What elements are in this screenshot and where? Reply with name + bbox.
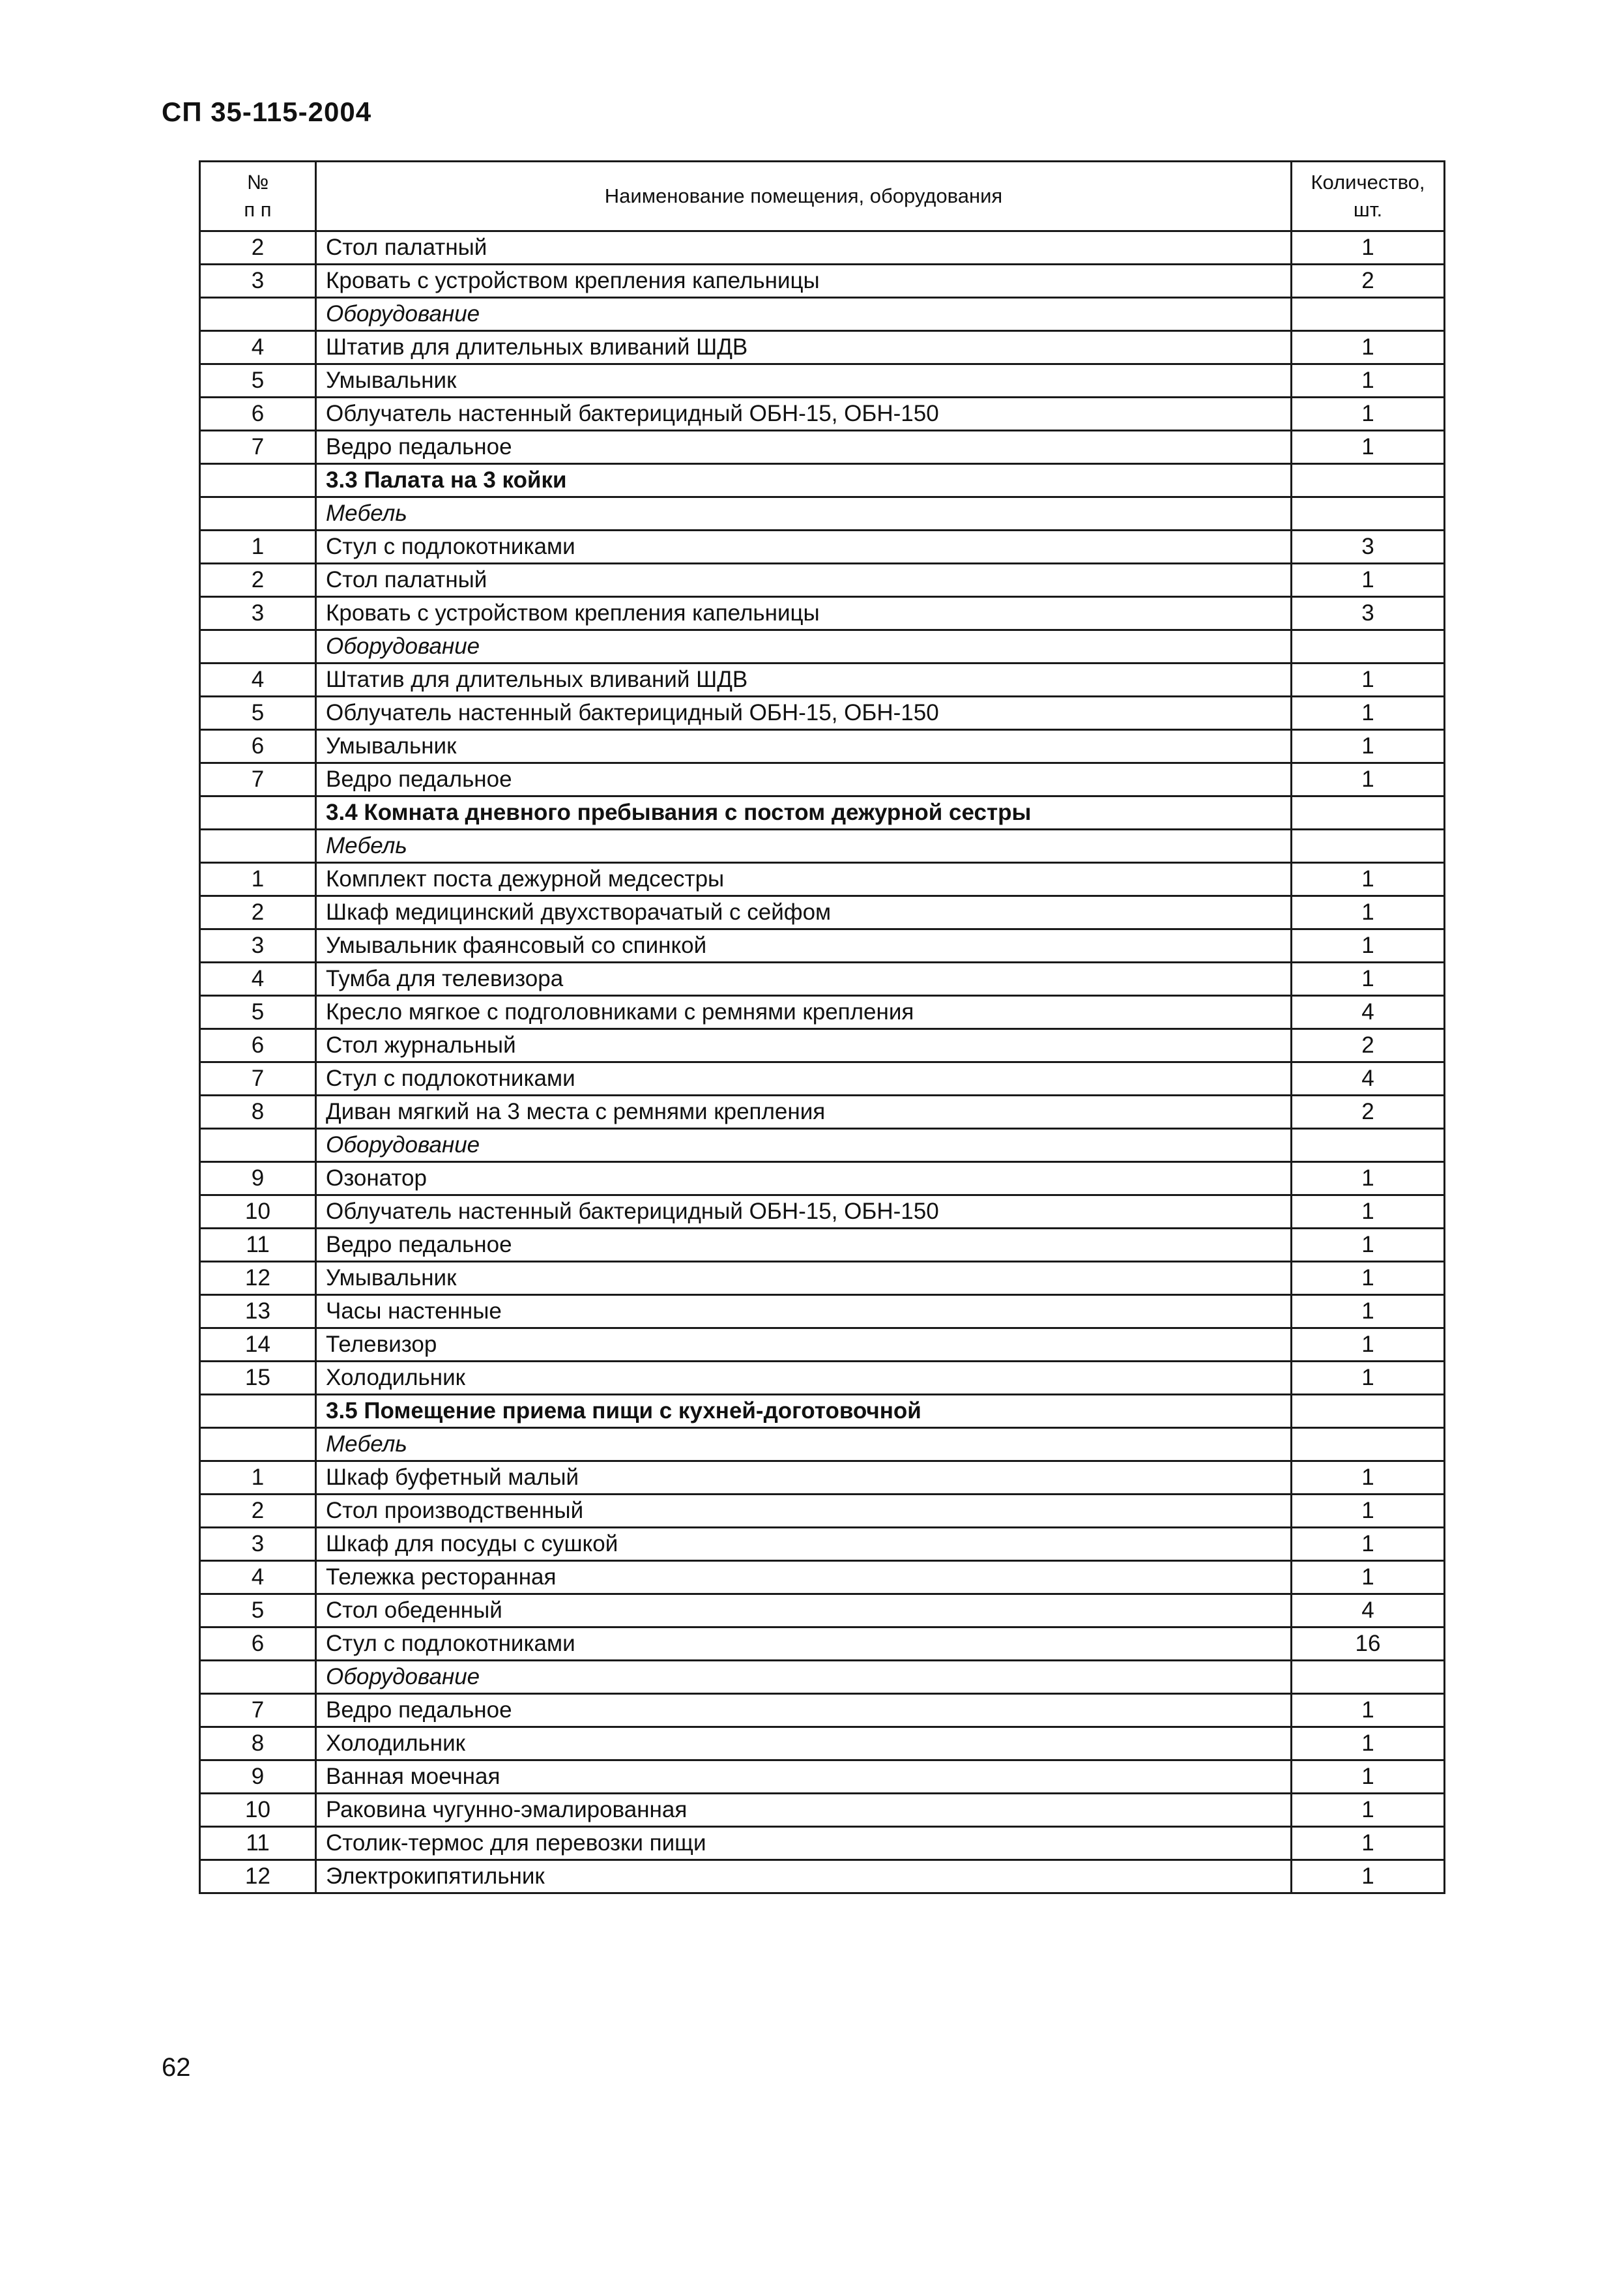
row-number: 8 — [200, 1727, 316, 1760]
item-quantity: 1 — [1292, 1827, 1445, 1860]
item-quantity — [1292, 464, 1445, 497]
table-row — [200, 730, 1445, 763]
row-number: 7 — [200, 1062, 316, 1096]
row-number — [200, 298, 316, 331]
item-name: Ведро педальное — [316, 1694, 1292, 1727]
item-quantity: 1 — [1292, 664, 1445, 697]
row-number: 14 — [200, 1328, 316, 1362]
item-name: Ведро педальное — [316, 431, 1292, 464]
row-number: 2 — [200, 1495, 316, 1528]
row-number — [200, 796, 316, 830]
table-row — [200, 1328, 1445, 1362]
item-name: Умывальник фаянсовый со спинкой — [316, 929, 1292, 963]
table-row — [200, 1162, 1445, 1195]
row-number: 12 — [200, 1860, 316, 1893]
item-quantity: 1 — [1292, 1262, 1445, 1295]
item-name: Столик-термос для перевозки пищи — [316, 1827, 1292, 1860]
item-name: Холодильник — [316, 1362, 1292, 1395]
item-quantity: 2 — [1292, 1096, 1445, 1129]
group-row — [200, 1661, 1445, 1694]
row-number: 9 — [200, 1162, 316, 1195]
item-quantity: 1 — [1292, 763, 1445, 796]
table-row — [200, 364, 1445, 398]
row-number — [200, 1661, 316, 1694]
row-number: 6 — [200, 730, 316, 763]
table-row — [200, 1362, 1445, 1395]
item-name: Кровать с устройством крепления капельницы — [316, 265, 1292, 298]
table-row — [200, 1062, 1445, 1096]
table-row — [200, 564, 1445, 597]
item-quantity — [1292, 796, 1445, 830]
item-quantity: 1 — [1292, 896, 1445, 929]
table-row — [200, 331, 1445, 364]
section-row — [200, 1395, 1445, 1428]
table-row — [200, 1727, 1445, 1760]
row-number: 15 — [200, 1362, 316, 1395]
group-row — [200, 298, 1445, 331]
row-number: 4 — [200, 1561, 316, 1594]
item-quantity — [1292, 1428, 1445, 1461]
item-quantity: 1 — [1292, 963, 1445, 996]
item-quantity: 1 — [1292, 1760, 1445, 1794]
row-number: 1 — [200, 863, 316, 896]
table-row — [200, 231, 1445, 265]
item-quantity: 1 — [1292, 929, 1445, 963]
table-row — [200, 431, 1445, 464]
item-quantity: 3 — [1292, 531, 1445, 564]
header-name: Наименование помещения, оборудования — [316, 162, 1292, 231]
table-row — [200, 1528, 1445, 1561]
table-row — [200, 1860, 1445, 1893]
document-code: СП 35-115-2004 — [162, 96, 372, 127]
item-name: Шкаф медицинский двухстворачатый с сейфом — [316, 896, 1292, 929]
item-name: Холодильник — [316, 1727, 1292, 1760]
row-number: 3 — [200, 1528, 316, 1561]
item-quantity — [1292, 630, 1445, 664]
item-name: Тележка ресторанная — [316, 1561, 1292, 1594]
table-row — [200, 1495, 1445, 1528]
table-row — [200, 1195, 1445, 1229]
item-quantity: 1 — [1292, 1794, 1445, 1827]
table-row — [200, 597, 1445, 630]
item-name: Стул с подлокотниками — [316, 1062, 1292, 1096]
item-quantity: 1 — [1292, 1694, 1445, 1727]
item-quantity — [1292, 298, 1445, 331]
table-row — [200, 1229, 1445, 1262]
item-quantity: 1 — [1292, 1362, 1445, 1395]
table-row — [200, 1627, 1445, 1661]
row-number: 6 — [200, 1029, 316, 1062]
item-quantity: 1 — [1292, 398, 1445, 431]
group-title: Оборудование — [316, 1129, 1292, 1162]
group-title: Оборудование — [316, 630, 1292, 664]
table-row — [200, 963, 1445, 996]
row-number — [200, 1129, 316, 1162]
row-number: 1 — [200, 531, 316, 564]
page-number: 62 — [162, 2053, 191, 2082]
row-number: 5 — [200, 1594, 316, 1627]
table-row — [200, 1694, 1445, 1727]
item-quantity: 1 — [1292, 1328, 1445, 1362]
item-quantity: 4 — [1292, 996, 1445, 1029]
item-name: Телевизор — [316, 1328, 1292, 1362]
row-number: 2 — [200, 896, 316, 929]
item-name: Умывальник — [316, 730, 1292, 763]
row-number — [200, 630, 316, 664]
item-quantity: 1 — [1292, 331, 1445, 364]
group-row — [200, 1129, 1445, 1162]
table-row — [200, 664, 1445, 697]
row-number: 3 — [200, 597, 316, 630]
item-name: Комплект поста дежурной медсестры — [316, 863, 1292, 896]
group-row — [200, 630, 1445, 664]
item-name: Шкаф буфетный малый — [316, 1461, 1292, 1495]
item-quantity — [1292, 1129, 1445, 1162]
row-number: 7 — [200, 1694, 316, 1727]
item-name: Тумба для телевизора — [316, 963, 1292, 996]
item-name: Облучатель настенный бактерицидный ОБН-15, ОБН-150 — [316, 1195, 1292, 1229]
table-row — [200, 1760, 1445, 1794]
section-row — [200, 464, 1445, 497]
table-row — [200, 1029, 1445, 1062]
row-number: 2 — [200, 231, 316, 265]
item-quantity: 1 — [1292, 564, 1445, 597]
item-quantity: 1 — [1292, 431, 1445, 464]
item-name: Облучатель настенный бактерицидный ОБН-15, ОБН-150 — [316, 697, 1292, 730]
row-number: 12 — [200, 1262, 316, 1295]
row-number: 3 — [200, 929, 316, 963]
item-quantity: 1 — [1292, 1461, 1445, 1495]
item-quantity: 3 — [1292, 597, 1445, 630]
section-title: 3.4 Комната дневного пребывания с постом дежурной сестры — [316, 796, 1292, 830]
item-name: Стол производственный — [316, 1495, 1292, 1528]
item-name: Облучатель настенный бактерицидный ОБН-15, ОБН-150 — [316, 398, 1292, 431]
row-number: 10 — [200, 1195, 316, 1229]
table-row — [200, 996, 1445, 1029]
table-header — [200, 162, 1445, 231]
item-name: Стол обеденный — [316, 1594, 1292, 1627]
header-quantity: Количество, шт. — [1292, 162, 1445, 231]
row-number — [200, 1395, 316, 1428]
section-title: 3.5 Помещение приема пищи с кухней-доготовочной — [316, 1395, 1292, 1428]
row-number: 1 — [200, 1461, 316, 1495]
row-number: 5 — [200, 996, 316, 1029]
item-name: Озонатор — [316, 1162, 1292, 1195]
row-number: 10 — [200, 1794, 316, 1827]
item-quantity: 4 — [1292, 1594, 1445, 1627]
table-row — [200, 863, 1445, 896]
table-row — [200, 531, 1445, 564]
row-number: 7 — [200, 763, 316, 796]
item-quantity: 2 — [1292, 1029, 1445, 1062]
table-row — [200, 1827, 1445, 1860]
item-name: Стол журнальный — [316, 1029, 1292, 1062]
section-title: 3.3 Палата на 3 койки — [316, 464, 1292, 497]
group-row — [200, 830, 1445, 863]
row-number: 11 — [200, 1229, 316, 1262]
item-quantity: 1 — [1292, 1162, 1445, 1195]
item-name: Кровать с устройством крепления капельницы — [316, 597, 1292, 630]
row-number: 6 — [200, 398, 316, 431]
table-body — [200, 231, 1445, 1893]
row-number: 4 — [200, 963, 316, 996]
table-row — [200, 896, 1445, 929]
item-quantity: 1 — [1292, 1561, 1445, 1594]
row-number — [200, 830, 316, 863]
row-number — [200, 1428, 316, 1461]
item-quantity: 16 — [1292, 1627, 1445, 1661]
item-name: Ванная моечная — [316, 1760, 1292, 1794]
item-name: Раковина чугунно-эмалированная — [316, 1794, 1292, 1827]
item-quantity: 1 — [1292, 1727, 1445, 1760]
group-title: Мебель — [316, 1428, 1292, 1461]
group-row — [200, 1428, 1445, 1461]
equipment-table — [199, 160, 1445, 1894]
item-quantity: 1 — [1292, 863, 1445, 896]
row-number: 9 — [200, 1760, 316, 1794]
item-quantity: 1 — [1292, 1229, 1445, 1262]
table-row — [200, 1295, 1445, 1328]
row-number: 6 — [200, 1627, 316, 1661]
table-row — [200, 929, 1445, 963]
table-row — [200, 1794, 1445, 1827]
item-quantity — [1292, 1395, 1445, 1428]
table-row — [200, 1096, 1445, 1129]
table-row — [200, 1561, 1445, 1594]
row-number: 11 — [200, 1827, 316, 1860]
item-quantity: 1 — [1292, 364, 1445, 398]
item-name: Диван мягкий на 3 места с ремнями крепления — [316, 1096, 1292, 1129]
row-number: 4 — [200, 664, 316, 697]
item-name: Умывальник — [316, 1262, 1292, 1295]
item-name: Ведро педальное — [316, 763, 1292, 796]
item-quantity: 4 — [1292, 1062, 1445, 1096]
item-name: Штатив для длительных вливаний ШДВ — [316, 664, 1292, 697]
table-row — [200, 265, 1445, 298]
item-quantity: 1 — [1292, 730, 1445, 763]
header-row — [200, 162, 1445, 231]
group-title: Мебель — [316, 497, 1292, 531]
group-title: Оборудование — [316, 1661, 1292, 1694]
item-quantity: 1 — [1292, 1295, 1445, 1328]
table-row — [200, 398, 1445, 431]
item-name: Шкаф для посуды с сушкой — [316, 1528, 1292, 1561]
table-row — [200, 763, 1445, 796]
item-quantity — [1292, 830, 1445, 863]
row-number: 3 — [200, 265, 316, 298]
item-quantity: 1 — [1292, 1860, 1445, 1893]
group-title: Оборудование — [316, 298, 1292, 331]
row-number: 5 — [200, 697, 316, 730]
item-name: Ведро педальное — [316, 1229, 1292, 1262]
item-name: Стол палатный — [316, 564, 1292, 597]
item-name: Часы настенные — [316, 1295, 1292, 1328]
table-row — [200, 697, 1445, 730]
item-quantity: 1 — [1292, 1495, 1445, 1528]
item-name: Штатив для длительных вливаний ШДВ — [316, 331, 1292, 364]
table-row — [200, 1461, 1445, 1495]
item-quantity: 2 — [1292, 265, 1445, 298]
table-row — [200, 1594, 1445, 1627]
item-name: Стул с подлокотниками — [316, 1627, 1292, 1661]
item-name: Умывальник — [316, 364, 1292, 398]
item-name: Стул с подлокотниками — [316, 531, 1292, 564]
item-name: Кресло мягкое с подголовниками с ремнями крепления — [316, 996, 1292, 1029]
item-quantity: 1 — [1292, 231, 1445, 265]
item-quantity: 1 — [1292, 1195, 1445, 1229]
row-number: 2 — [200, 564, 316, 597]
row-number: 4 — [200, 331, 316, 364]
table-row — [200, 1262, 1445, 1295]
row-number — [200, 497, 316, 531]
item-quantity — [1292, 1661, 1445, 1694]
item-name: Стол палатный — [316, 231, 1292, 265]
item-quantity — [1292, 497, 1445, 531]
row-number: 7 — [200, 431, 316, 464]
group-row — [200, 497, 1445, 531]
row-number: 13 — [200, 1295, 316, 1328]
row-number: 5 — [200, 364, 316, 398]
row-number: 8 — [200, 1096, 316, 1129]
item-quantity: 1 — [1292, 697, 1445, 730]
section-row — [200, 796, 1445, 830]
item-quantity: 1 — [1292, 1528, 1445, 1561]
row-number — [200, 464, 316, 497]
group-title: Мебель — [316, 830, 1292, 863]
item-name: Электрокипятильник — [316, 1860, 1292, 1893]
header-number: № п п — [200, 162, 316, 231]
